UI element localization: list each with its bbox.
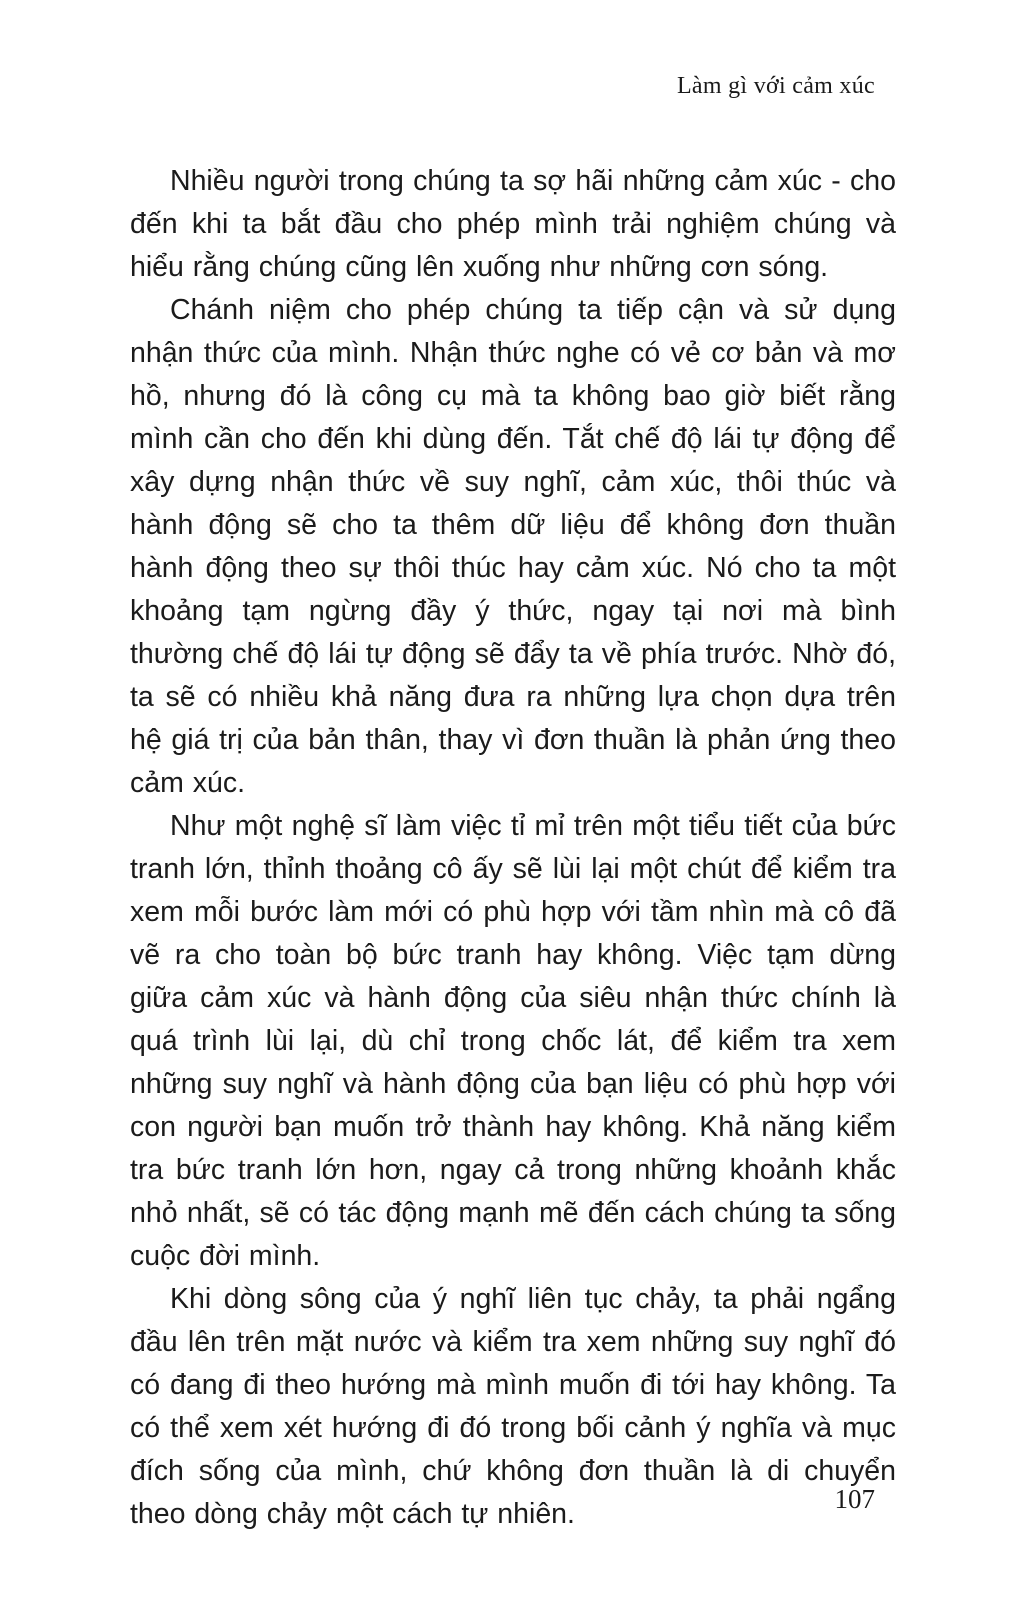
- paragraph-3: Như một nghệ sĩ làm việc tỉ mỉ trên một tiểu tiết của bức tranh lớn, thỉnh thoảng cô ấy sẽ lùi lại một chút để kiểm tra xem mỗi bước làm mới có phù hợp với tầm nhìn mà cô đã vẽ ra cho toàn bộ bức tranh hay không. Việc tạm dừng giữa cảm xúc và hành động của siêu nhận thức chính là quá trình lùi lại, dù chỉ trong chốc lát, để kiểm tra xem những suy nghĩ và hành động của bạn liệu có phù hợp với con người bạn muốn trở thành hay không. Khả năng kiểm tra bức tranh lớn hơn, ngay cả trong những khoảnh khắc nhỏ nhất, sẽ có tác động mạnh mẽ đến cách chúng ta sống cuộc đời mình.: [130, 810, 896, 1272]
- body-text: [130, 160, 896, 1536]
- page-number: 107: [834, 1484, 875, 1514]
- paragraph-4: Khi dòng sông của ý nghĩ liên tục chảy, ta phải ngẩng đầu lên trên mặt nước và kiểm tra xem những suy nghĩ đó có đang đi theo hướng mà mình muốn đi tới hay không. Ta có thể xem xét hướng đi đó trong bối cảnh ý nghĩa và mục đích sống của mình, chứ không đơn thuần là di chuyển theo dòng chảy một cách tự nhiên.: [130, 1283, 896, 1530]
- paragraph-1: Nhiều người trong chúng ta sợ hãi những cảm xúc - cho đến khi ta bắt đầu cho phép mình trải nghiệm chúng và hiểu rằng chúng cũng lên xuống như những cơn sóng.: [130, 165, 896, 283]
- paragraph-2: Chánh niệm cho phép chúng ta tiếp cận và sử dụng nhận thức của mình. Nhận thức nghe có vẻ cơ bản và mơ hồ, nhưng đó là công cụ mà ta không bao giờ biết rằng mình cần cho đến khi dùng đến. Tắt chế độ lái tự động để xây dựng nhận thức về suy nghĩ, cảm xúc, thôi thúc và hành động sẽ cho ta thêm dữ liệu để không đơn thuần hành động theo sự thôi thúc hay cảm xúc. Nó cho ta một khoảng tạm ngừng đầy ý thức, ngay tại nơi mà bình thường chế độ lái tự động sẽ đẩy ta về phía trước. Nhờ đó, ta sẽ có nhiều khả năng đưa ra những lựa chọn dựa trên hệ giá trị của bản thân, thay vì đơn thuần là phản ứng theo cảm xúc.: [130, 294, 896, 799]
- running-header: Làm gì với cảm xúc: [676, 73, 875, 99]
